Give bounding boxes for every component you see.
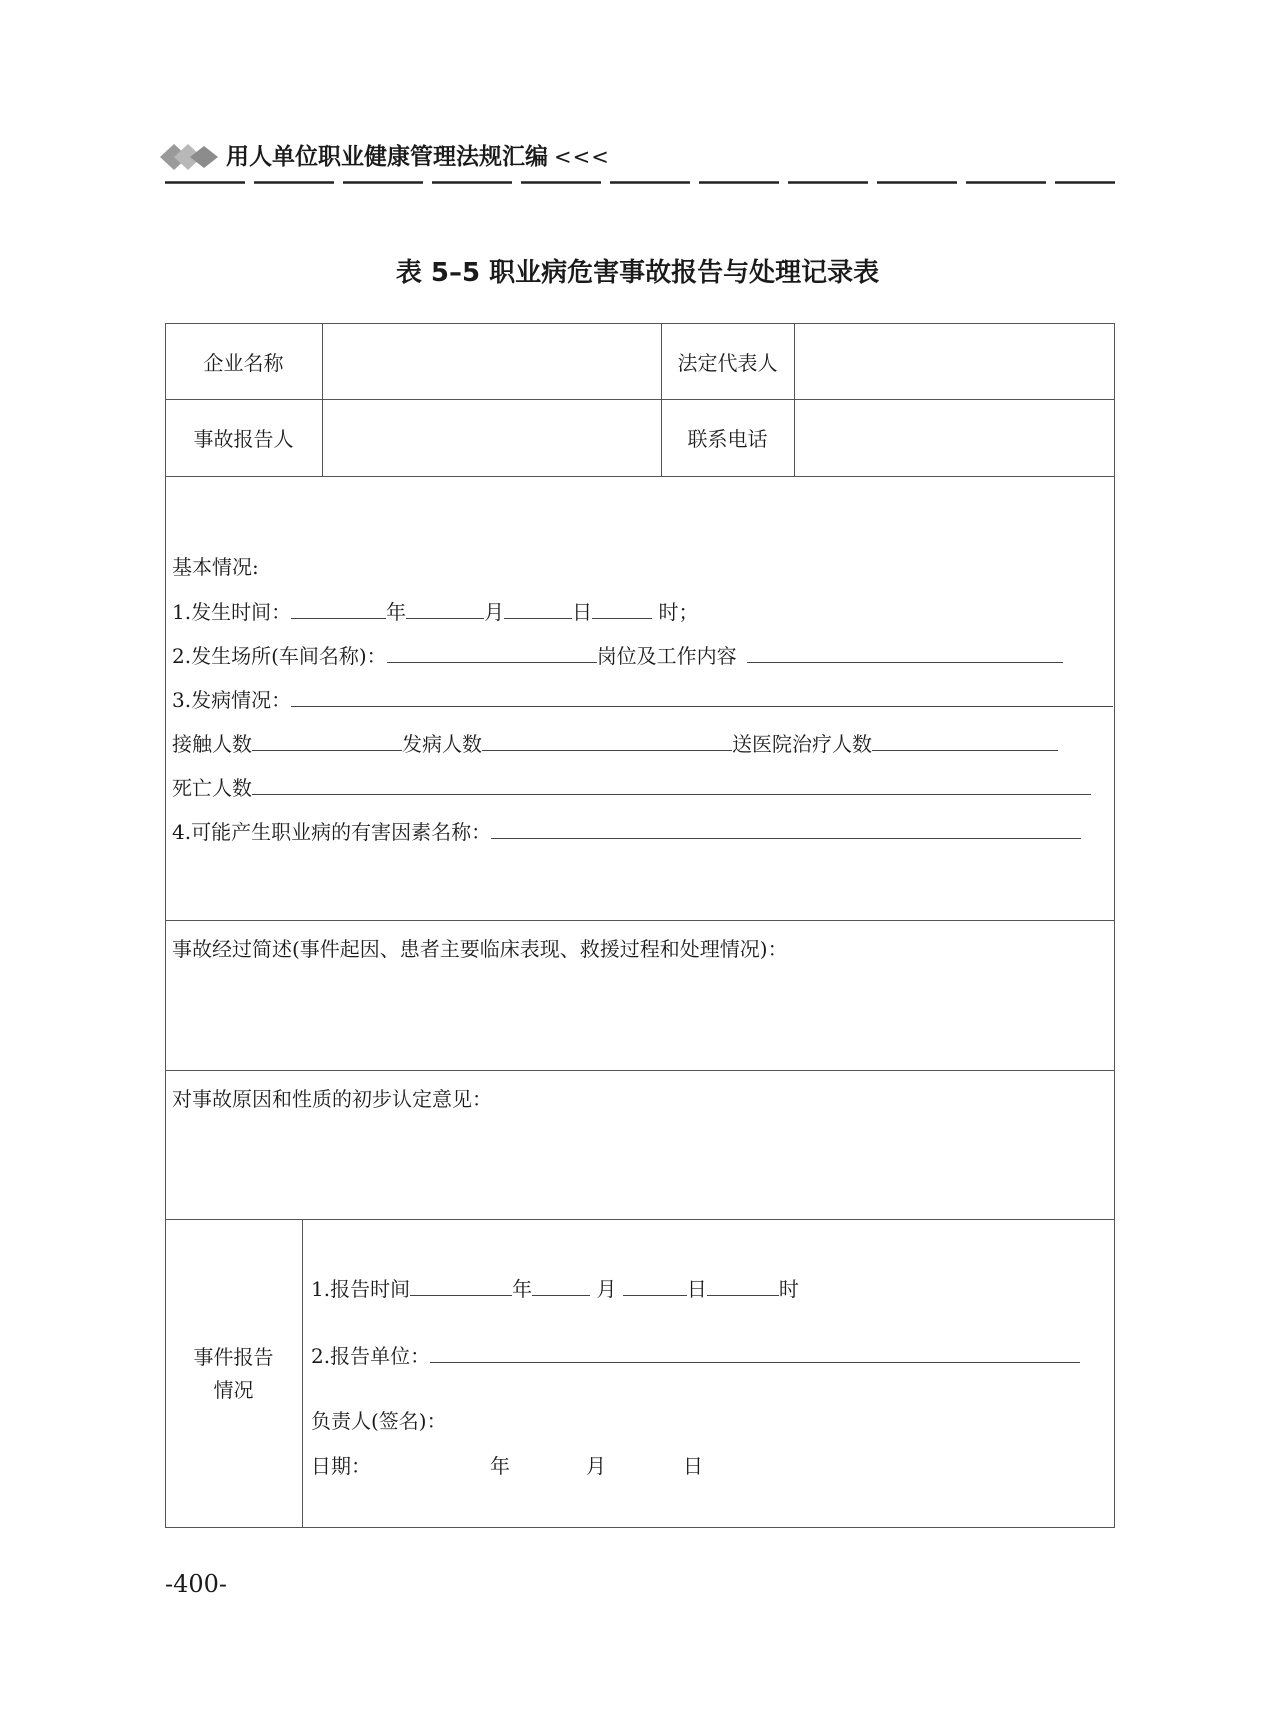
exposed-count-field[interactable]	[252, 728, 402, 751]
hospitalized-count-field[interactable]	[872, 728, 1058, 751]
report-date-month-label: 月	[586, 1454, 606, 1478]
row-divider	[165, 1070, 1115, 1071]
event-report-side-label	[165, 1219, 302, 1528]
post-work-content-field[interactable]	[747, 640, 1063, 663]
occurrence-year-label: 年	[386, 600, 407, 624]
report-date-label: 日期：	[311, 1454, 371, 1478]
report-day-field[interactable]	[623, 1273, 687, 1296]
company-name-label: 企业名称	[203, 350, 284, 375]
death-count-line	[172, 772, 1091, 802]
onset-count-field[interactable]	[482, 728, 732, 751]
occurrence-time-label: 1.发生时间：	[172, 600, 292, 624]
signature-field[interactable]	[450, 1404, 750, 1436]
occurrence-day-field[interactable]	[504, 596, 572, 619]
occurrence-time-line	[172, 596, 698, 626]
preliminary-opinion-label: 对事故原因和性质的初步认定意见：	[172, 1087, 492, 1111]
contact-phone-field[interactable]	[796, 401, 1113, 474]
death-count-label: 死亡人数	[172, 776, 252, 800]
illness-situation-field[interactable]	[291, 684, 1113, 707]
report-hour-field[interactable]	[707, 1273, 779, 1296]
occurrence-place-label: 2.发生场所(车间名称)：	[172, 644, 387, 668]
hazard-factor-line	[172, 816, 1081, 846]
workshop-name-field[interactable]	[387, 640, 597, 663]
event-report-label-line1: 事件报告	[193, 1344, 274, 1369]
event-report-label-line2: 情况	[213, 1377, 254, 1402]
row-divider	[165, 1219, 1115, 1220]
running-header-title	[226, 140, 610, 174]
report-year-field[interactable]	[410, 1273, 512, 1296]
occurrence-month-field[interactable]	[406, 596, 484, 619]
occurrence-year-field[interactable]	[291, 596, 386, 619]
company-name-field[interactable]	[324, 325, 659, 397]
accident-reporter-field[interactable]	[324, 401, 659, 474]
report-time-label: 1.报告时间	[311, 1277, 411, 1301]
illness-situation-label: 3.发病情况：	[172, 688, 292, 712]
report-unit-line	[311, 1340, 1080, 1370]
report-unit-field[interactable]	[430, 1340, 1080, 1363]
preliminary-opinion-field[interactable]	[167, 1118, 1113, 1217]
accident-process-label: 事故经过简述(事件起因、患者主要临床表现、救援过程和处理情况)：	[172, 937, 788, 961]
occurrence-place-line	[172, 640, 1063, 670]
occurrence-month-label: 月	[484, 600, 505, 624]
header-diamond-logo-icon	[160, 140, 222, 174]
header-title-text: 用人单位职业健康管理法规汇编	[226, 144, 548, 170]
accident-reporter-label: 事故报告人	[193, 427, 294, 451]
occurrence-hour-field[interactable]	[592, 596, 652, 619]
hospitalized-count-label: 送医院治疗人数	[732, 732, 872, 756]
onset-count-label: 发病人数	[402, 732, 482, 756]
col-divider	[794, 323, 795, 476]
table-title: 表 5–5 职业病危害事故报告与处理记录表	[395, 258, 880, 288]
occurrence-hour-label: 时；	[652, 600, 699, 624]
col-divider	[322, 323, 323, 476]
people-count-line	[172, 728, 1058, 758]
report-month-label: 月	[590, 1277, 623, 1301]
legal-representative-label: 法定代表人	[677, 350, 778, 375]
illness-situation-line	[172, 684, 1113, 714]
col-divider	[302, 1219, 303, 1528]
page-number: -400-	[165, 1570, 228, 1598]
header-arrows: <<<	[554, 145, 610, 169]
header-dashed-rule	[165, 181, 1115, 184]
hazard-factor-field[interactable]	[491, 816, 1081, 839]
post-work-content-label: 岗位及工作内容	[596, 644, 737, 668]
accident-process-field[interactable]	[167, 968, 1113, 1068]
report-date-day-label: 日	[683, 1454, 703, 1478]
report-month-field[interactable]	[532, 1273, 590, 1296]
report-hour-label: 时	[778, 1277, 799, 1301]
basic-situation-heading: 基本情况:	[172, 555, 259, 579]
hazard-factor-label: 4.可能产生职业病的有害因素名称：	[172, 820, 492, 844]
report-date-year-label: 年	[490, 1454, 510, 1478]
legal-representative-field[interactable]	[796, 325, 1113, 397]
report-day-label: 日	[686, 1277, 707, 1301]
occurrence-day-label: 日	[572, 600, 593, 624]
signer-label: 负责人(签名)：	[311, 1409, 447, 1433]
report-unit-label: 2.报告单位：	[311, 1344, 431, 1368]
row-divider	[165, 920, 1115, 921]
contact-phone-label: 联系电话	[687, 427, 768, 451]
report-year-label: 年	[512, 1277, 533, 1301]
report-time-line	[311, 1273, 799, 1303]
death-count-field[interactable]	[252, 772, 1091, 795]
exposed-count-label: 接触人数	[172, 732, 252, 756]
row-divider	[165, 476, 1115, 477]
